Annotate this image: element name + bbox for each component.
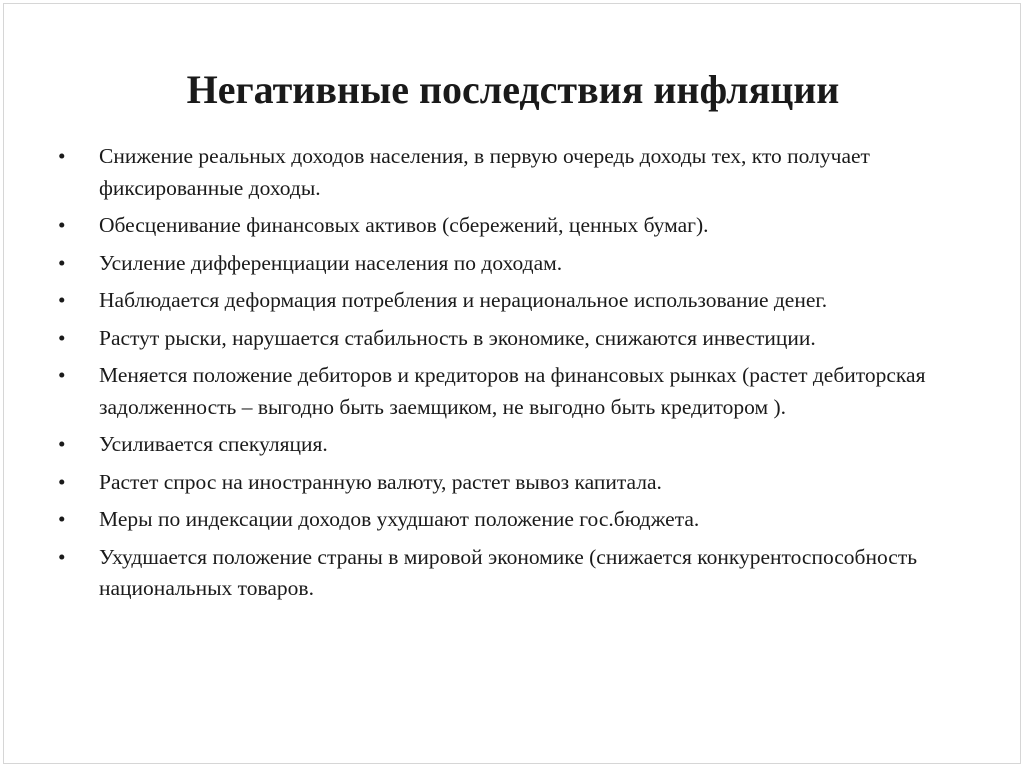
bullet-text: Усиление дифференциации населения по доходам. [99,250,563,275]
bullet-item [4,360,959,423]
bullet-icon: • [58,469,66,494]
slide [3,3,1021,764]
bullet-item [4,323,959,355]
bullet-icon: • [58,213,66,237]
bullet-item [4,429,959,461]
bullet-text: Меры по индексации доходов ухудшают положение гос.бюджета. [99,507,700,531]
bullet-text: Ухудшается положение страны в мировой экономике (снижается конкурентоспособность национальных товаров. [99,544,918,600]
bullet-text: Обесценивание финансовых активов (сбережений, ценных бумаг). [99,213,709,237]
bullet-text: Наблюдается деформация потребления и нерациональное использование денег. [99,288,828,312]
bullet-item [4,248,959,280]
bullet-item [4,467,959,499]
bullet-icon: • [58,363,66,387]
bullet-icon: • [58,432,66,456]
bullet-list [4,141,1022,611]
bullet-icon: • [58,544,66,569]
bullet-item [4,542,959,605]
bullet-text: Растет спрос на иностранную валюту, растет вывоз капитала. [99,469,662,494]
bullet-text: Усиливается спекуляция. [99,432,328,456]
bullet-text: Растут рыски, нарушается стабильность в экономике, снижаются инвестиции. [99,325,816,350]
bullet-icon: • [58,144,66,168]
bullet-icon: • [58,288,66,312]
bullet-item [4,141,959,204]
bullet-item [4,210,959,242]
bullet-item [4,285,959,317]
bullet-item [4,504,959,536]
bullet-icon: • [58,507,66,531]
bullet-icon: • [58,250,66,275]
bullet-text: Меняется положение дебиторов и кредиторов на финансовых рынках (растет дебиторская задолженность – выгодно быть заемщиком, не выгодно быть кредитором ). [99,363,926,419]
bullet-text: Снижение реальных доходов населения, в первую очередь доходы тех, кто получает фиксированные доходы. [99,144,870,200]
slide-title: Негативные последствия инфляции [186,67,840,112]
bullet-icon: • [58,325,66,350]
